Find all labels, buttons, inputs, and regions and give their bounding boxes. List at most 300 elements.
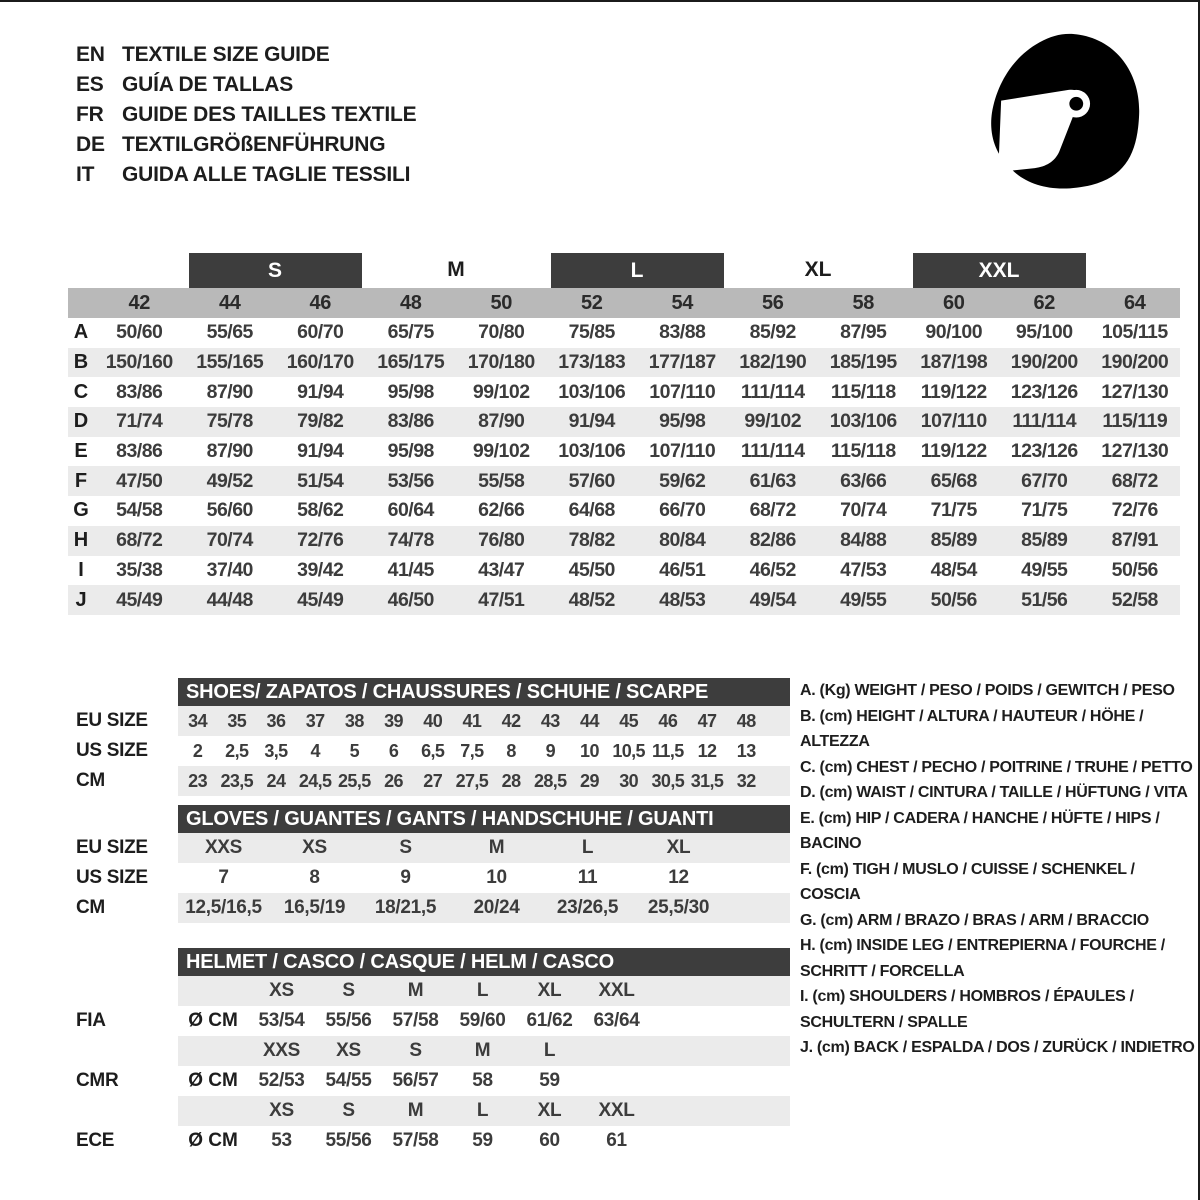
shoe-eu-size-cell: 45 xyxy=(619,710,639,731)
measure-cell: 87/90 xyxy=(206,440,253,463)
measure-cell: 160/170 xyxy=(286,351,354,374)
gloves-table xyxy=(68,805,790,923)
measure-cell: 105/115 xyxy=(1101,321,1168,344)
helmet-diameter-cell: 61/62 xyxy=(526,1010,573,1031)
measure-cell: 44/48 xyxy=(206,588,253,611)
measure-cell: 64/68 xyxy=(568,499,615,522)
measure-cell: 58/62 xyxy=(297,499,344,522)
measure-cell: 49/52 xyxy=(206,469,253,492)
shoe-cm-cell: 32 xyxy=(736,770,756,791)
glove-us-size-cell: 12 xyxy=(668,867,689,888)
measure-cell: 46/51 xyxy=(659,558,706,581)
measure-cell: 111/114 xyxy=(740,380,805,403)
shoe-cm-cell: 27,5 xyxy=(455,770,489,791)
measure-cell: 47/50 xyxy=(116,469,163,492)
measure-cell: 62/66 xyxy=(478,499,525,522)
language-row xyxy=(76,40,416,70)
gutter xyxy=(68,678,178,706)
standard-label-ece: ECE xyxy=(76,1130,115,1151)
shoe-us-size-cell: 5 xyxy=(349,740,360,761)
shoe-cm-cell: 28,5 xyxy=(533,770,567,791)
measure-cell: 170/180 xyxy=(467,351,535,374)
size-header-cell: 50 xyxy=(490,291,512,314)
measure-cell: 47/51 xyxy=(478,588,525,611)
helmet-size-cell: S xyxy=(342,1100,355,1121)
measure-cell: 95/98 xyxy=(387,380,434,403)
shoe-us-size-cell: 11,5 xyxy=(652,740,684,761)
shoe-cm-cell: 24,5 xyxy=(298,770,332,791)
measure-cell: 119/122 xyxy=(920,440,987,463)
glove-us-size-cell: 11 xyxy=(577,867,598,888)
measure-cell: 65/68 xyxy=(930,469,977,492)
shoe-cm-cell: 28 xyxy=(501,770,521,791)
language-code: DE xyxy=(76,133,105,156)
measure-cell: 83/86 xyxy=(116,440,163,463)
glove-cm-cell: 18/21,5 xyxy=(374,897,437,918)
measure-cell: 107/110 xyxy=(649,440,716,463)
measure-cell: 55/58 xyxy=(478,469,525,492)
measure-cell: 91/94 xyxy=(297,440,344,463)
shoe-eu-size-cell: 38 xyxy=(344,710,364,731)
measure-cell: 123/126 xyxy=(1010,440,1078,463)
measure-cell: 71/75 xyxy=(1021,499,1068,522)
measure-cell: 95/98 xyxy=(387,440,434,463)
shoe-eu-size-cell: 34 xyxy=(188,710,207,731)
measure-cell: 46/50 xyxy=(387,588,434,611)
row-label-eu-size: EU SIZE xyxy=(76,837,148,858)
helmet-size-cell: L xyxy=(543,1040,556,1061)
shoe-us-size-cell: 9 xyxy=(545,740,555,761)
size-group-l: L xyxy=(551,253,724,288)
size-header-cell: 44 xyxy=(219,291,241,314)
measure-cell: 45/49 xyxy=(116,588,163,611)
legend-item-b: B. (cm) HEIGHT / ALTURA / HAUTEUR / HÖHE / ALTEZZA xyxy=(800,707,1144,750)
language-row xyxy=(76,100,416,130)
glove-eu-size-cell: XXS xyxy=(204,837,243,858)
measure-cell: 72/76 xyxy=(1111,499,1158,522)
measure-cell: 68/72 xyxy=(116,529,163,552)
cmr-sizes-row xyxy=(178,1036,790,1066)
helmet-diameter-cell: 53/54 xyxy=(258,1010,305,1031)
gutter xyxy=(68,976,178,1006)
row-letter: E xyxy=(74,440,88,463)
diameter-unit-label: Ø CM xyxy=(188,1130,238,1151)
table-row-a xyxy=(68,318,1180,348)
shoe-cm-cell: 24 xyxy=(266,770,286,791)
measure-cell: 63/66 xyxy=(840,469,887,492)
size-header-cell: 48 xyxy=(400,291,422,314)
measure-cell: 182/190 xyxy=(739,351,807,374)
measure-cell: 78/82 xyxy=(568,529,615,552)
measure-cell: 85/89 xyxy=(930,529,977,552)
shoe-eu-size-cell: 40 xyxy=(423,710,443,731)
measure-cell: 83/88 xyxy=(659,321,706,344)
size-group-s: S xyxy=(189,253,362,288)
glove-cm-cell: 25,5/30 xyxy=(647,897,710,918)
legend-item-g: G. (cm) ARM / BRAZO / BRAS / ARM / BRACCIO xyxy=(800,911,1149,929)
language-title-list xyxy=(76,40,416,190)
measure-cell: 190/200 xyxy=(1010,351,1078,374)
measure-cell: 95/98 xyxy=(659,410,706,433)
measure-cell: 115/119 xyxy=(1102,410,1168,433)
helmet-size-cell: XL xyxy=(537,1100,562,1121)
shoe-eu-size-cell: 48 xyxy=(736,710,756,731)
measure-cell: 185/195 xyxy=(829,351,897,374)
size-header-cell: 62 xyxy=(1033,291,1055,314)
measure-cell: 53/56 xyxy=(387,469,434,492)
helmet-size-cell: XS xyxy=(269,1100,294,1121)
measure-cell: 111/114 xyxy=(740,440,805,463)
measurement-legend xyxy=(800,678,1198,1061)
table-row-i xyxy=(68,556,1180,586)
helmet-size-cell: L xyxy=(476,980,489,1001)
gutter xyxy=(68,1096,178,1126)
helmet-size-cell: L xyxy=(476,1100,489,1121)
glove-cm-cell: 23/26,5 xyxy=(556,897,619,918)
gloves-section-title: GLOVES / GUANTES / GANTS / HANDSCHUHE / GUANTI xyxy=(178,805,790,833)
glove-cm-cell: 20/24 xyxy=(473,897,520,918)
size-group-header-row xyxy=(68,252,1180,288)
measure-cell: 67/70 xyxy=(1021,469,1068,492)
helmet-diameter-cell: 55/56 xyxy=(325,1130,372,1151)
shoes-cm-row xyxy=(178,766,790,796)
measure-cell: 51/56 xyxy=(1021,588,1068,611)
helmet-table xyxy=(68,948,790,1156)
fia-values-row xyxy=(178,1006,790,1036)
measure-cell: 37/40 xyxy=(206,558,253,581)
measure-cell: 52/58 xyxy=(1111,588,1158,611)
measure-cell: 79/82 xyxy=(297,410,344,433)
legend-item-i: I. (cm) SHOULDERS / HOMBROS / ÉPAULES / SCHULTERN / SPALLE xyxy=(800,988,1134,1031)
table-row-h xyxy=(68,526,1180,556)
gloves-cm-row xyxy=(178,893,790,923)
diameter-unit-label: Ø CM xyxy=(188,1070,238,1091)
shoe-cm-cell: 31,5 xyxy=(690,770,724,791)
shoe-us-size-cell: 3,5 xyxy=(264,740,288,761)
row-letter: C xyxy=(73,380,89,403)
measure-cell: 80/84 xyxy=(659,529,706,552)
row-letter: I xyxy=(78,558,84,581)
glove-eu-size-cell: M xyxy=(488,837,505,858)
helmet-size-cell: XL xyxy=(537,980,562,1001)
language-code: FR xyxy=(76,103,104,126)
gutter xyxy=(68,805,178,833)
measure-cell: 71/74 xyxy=(116,410,163,433)
measure-cell: 45/49 xyxy=(297,588,344,611)
glove-eu-size-cell: XL xyxy=(666,837,691,858)
size-header-cell: 46 xyxy=(309,291,331,314)
measure-cell: 71/75 xyxy=(930,499,977,522)
measure-cell: 190/200 xyxy=(1101,351,1169,374)
glove-us-size-cell: 7 xyxy=(218,867,229,888)
measure-cell: 50/60 xyxy=(116,321,163,344)
measure-cell: 115/118 xyxy=(830,380,896,403)
legend-item-e: E. (cm) HIP / CADERA / HANCHE / HÜFTE / HIPS / BACINO xyxy=(800,809,1160,852)
measure-cell: 50/56 xyxy=(1111,558,1158,581)
language-code: ES xyxy=(76,73,104,96)
measure-cell: 103/106 xyxy=(829,410,897,433)
row-letter: A xyxy=(73,321,89,344)
measure-cell: 155/165 xyxy=(196,351,264,374)
measure-cell: 49/55 xyxy=(840,588,887,611)
helmet-size-cell: M xyxy=(474,1040,491,1061)
table-row-g xyxy=(68,496,1180,526)
shoe-us-size-cell: 8 xyxy=(506,740,516,761)
measure-cell: 91/94 xyxy=(297,380,344,403)
measure-cell: 75/85 xyxy=(568,321,615,344)
legend-item-f: F. (cm) TIGH / MUSLO / CUISSE / SCHENKEL / COSCIA xyxy=(800,860,1135,903)
helmet-diameter-cell: 58 xyxy=(472,1070,493,1091)
language-code: IT xyxy=(76,163,95,186)
glove-eu-size-cell: S xyxy=(399,837,412,858)
size-header-cell: 52 xyxy=(581,291,603,314)
measure-cell: 70/74 xyxy=(840,499,887,522)
shoe-eu-size-cell: 46 xyxy=(658,710,678,731)
glove-us-size-cell: 8 xyxy=(309,867,320,888)
measure-cell: 87/90 xyxy=(478,410,525,433)
shoe-cm-cell: 23 xyxy=(188,770,207,791)
shoe-eu-size-cell: 37 xyxy=(305,710,325,731)
measure-cell: 165/175 xyxy=(377,351,445,374)
measure-cell: 177/187 xyxy=(648,351,716,374)
shoe-us-size-cell: 2 xyxy=(192,740,203,761)
measure-cell: 111/114 xyxy=(1012,410,1077,433)
legend-item-j: J. (cm) BACK / ESPALDA / DOS / ZURÜCK / INDIETRO xyxy=(800,1039,1195,1056)
language-code: EN xyxy=(76,43,105,66)
measure-cell: 85/89 xyxy=(1021,529,1068,552)
measure-cell: 43/47 xyxy=(478,558,525,581)
measure-cell: 127/130 xyxy=(1101,380,1169,403)
measure-cell: 60/64 xyxy=(387,499,434,522)
shoes-eu-row xyxy=(178,706,790,736)
measure-cell: 49/54 xyxy=(749,588,796,611)
shoes-table xyxy=(68,678,790,796)
language-row xyxy=(76,160,416,190)
measure-cell: 49/55 xyxy=(1021,558,1068,581)
ece-sizes-row xyxy=(178,1096,790,1126)
measure-cell: 66/70 xyxy=(659,499,706,522)
glove-cm-cell: 12,5/16,5 xyxy=(185,897,262,918)
measure-cell: 70/80 xyxy=(478,321,525,344)
shoe-us-size-cell: 7,5 xyxy=(460,740,484,761)
row-letter: H xyxy=(73,529,89,552)
measure-cell: 95/100 xyxy=(1015,321,1073,344)
measure-cell: 99/102 xyxy=(744,410,802,433)
row-letter: J xyxy=(75,588,87,611)
shoes-section-title: SHOES/ ZAPATOS / CHAUSSURES / SCHUHE / SCARPE xyxy=(178,678,790,706)
shoe-us-size-cell: 6,5 xyxy=(421,740,445,761)
table-row-f xyxy=(68,466,1180,496)
size-header-cell: 54 xyxy=(671,291,693,314)
measure-cell: 119/122 xyxy=(920,380,987,403)
table-row-j xyxy=(68,585,1180,615)
shoe-us-size-cell: 2,5 xyxy=(225,740,249,761)
helmet-section-title: HELMET / CASCO / CASQUE / HELM / CASCO xyxy=(178,948,790,976)
measure-cell: 150/160 xyxy=(105,351,173,374)
helmet-size-cell: XXL xyxy=(598,1100,635,1121)
shoe-eu-size-cell: 41 xyxy=(462,710,482,731)
size-header-cell: 60 xyxy=(943,291,965,314)
measure-cell: 55/65 xyxy=(206,321,253,344)
measure-cell: 75/78 xyxy=(206,410,253,433)
measure-cell: 90/100 xyxy=(925,321,983,344)
measure-cell: 50/56 xyxy=(930,588,977,611)
helmet-size-cell: M xyxy=(407,1100,424,1121)
shoe-eu-size-cell: 35 xyxy=(227,710,247,731)
measure-cell: 59/62 xyxy=(659,469,706,492)
shoe-cm-cell: 25,5 xyxy=(338,770,371,791)
cmr-values-row xyxy=(178,1066,790,1096)
glove-eu-size-cell: XS xyxy=(302,837,327,858)
measure-cell: 85/92 xyxy=(749,321,796,344)
row-letter: F xyxy=(74,469,88,492)
helmet-diameter-cell: 57/58 xyxy=(392,1130,439,1151)
measure-cell: 107/110 xyxy=(649,380,716,403)
shoe-us-size-cell: 6 xyxy=(388,740,399,761)
measure-cell: 91/94 xyxy=(568,410,615,433)
guide-title: TEXTILGRÖßENFÜHRUNG xyxy=(122,133,386,156)
row-label-cm: CM xyxy=(76,770,105,791)
measure-cell: 84/88 xyxy=(840,529,887,552)
measure-cell: 45/50 xyxy=(568,558,615,581)
shoe-cm-cell: 29 xyxy=(580,770,599,791)
helmet-diameter-cell: 53 xyxy=(271,1130,292,1151)
size-group-m: M xyxy=(447,258,465,281)
legend-item-h: H. (cm) INSIDE LEG / ENTREPIERNA / FOURCHE / SCHRITT / FORCELLA xyxy=(800,937,1165,980)
numeric-size-header-row xyxy=(68,288,1180,318)
row-label-us-size: US SIZE xyxy=(76,867,148,888)
helmet-size-cell: XXL xyxy=(598,980,635,1001)
shoe-us-size-cell: 4 xyxy=(310,740,320,761)
guide-title: GUIDE DES TAILLES TEXTILE xyxy=(122,103,417,126)
helmet-size-cell: XXS xyxy=(262,1040,301,1061)
table-row-d xyxy=(68,407,1180,437)
helmet-diameter-cell: 56/57 xyxy=(392,1070,439,1091)
size-header-cell: 56 xyxy=(762,291,784,314)
shoe-cm-cell: 30,5 xyxy=(651,770,685,791)
size-header-cell: 58 xyxy=(852,291,874,314)
helmet-size-cell: S xyxy=(409,1040,422,1061)
helmet-size-cell: XS xyxy=(269,980,294,1001)
shoe-us-size-cell: 12 xyxy=(697,740,717,761)
row-letter: B xyxy=(73,351,89,374)
measure-cell: 87/91 xyxy=(1111,529,1158,552)
standard-label-cmr: CMR xyxy=(76,1070,119,1091)
helmet-size-cell: S xyxy=(342,980,355,1001)
row-label-us-size: US SIZE xyxy=(76,740,148,761)
shoe-cm-cell: 26 xyxy=(384,770,403,791)
measure-cell: 115/118 xyxy=(830,440,896,463)
helmet-diameter-cell: 54/55 xyxy=(325,1070,372,1091)
guide-title: TEXTILE SIZE GUIDE xyxy=(122,43,330,66)
helmet-diameter-cell: 59/60 xyxy=(459,1010,506,1031)
measure-cell: 103/106 xyxy=(558,440,626,463)
measure-cell: 68/72 xyxy=(749,499,796,522)
glove-eu-size-cell: L xyxy=(581,837,594,858)
table-row-e xyxy=(68,437,1180,467)
measure-cell: 82/86 xyxy=(749,529,796,552)
gloves-us-row xyxy=(178,863,790,893)
shoe-eu-size-cell: 36 xyxy=(266,710,286,731)
size-header-cell: 42 xyxy=(128,291,150,314)
shoe-us-size-cell: 13 xyxy=(736,740,756,761)
shoe-cm-cell: 23,5 xyxy=(220,770,254,791)
glove-us-size-cell: 9 xyxy=(400,867,411,888)
measure-cell: 123/126 xyxy=(1010,380,1078,403)
helmet-diameter-cell: 52/53 xyxy=(258,1070,305,1091)
measure-cell: 51/54 xyxy=(297,469,344,492)
legend-item-c: C. (cm) CHEST / PECHO / POITRINE / TRUHE / PETTO xyxy=(800,758,1193,776)
measure-cell: 83/86 xyxy=(116,380,163,403)
measure-cell: 87/95 xyxy=(840,321,887,344)
helmet-diameter-cell: 59 xyxy=(539,1070,560,1091)
measure-cell: 99/102 xyxy=(472,440,530,463)
measure-cell: 173/183 xyxy=(558,351,626,374)
textile-size-table xyxy=(68,252,1180,615)
helmet-size-cell: XS xyxy=(336,1040,361,1061)
glove-cm-cell: 16,5/19 xyxy=(283,897,346,918)
table-row-b xyxy=(68,348,1180,378)
fia-sizes-row xyxy=(178,976,790,1006)
language-row xyxy=(76,70,416,100)
measure-cell: 107/110 xyxy=(920,410,987,433)
measure-cell: 48/54 xyxy=(930,558,977,581)
standard-label-fia: FIA xyxy=(76,1010,106,1031)
measure-cell: 35/38 xyxy=(116,558,163,581)
legend-item-d: D. (cm) WAIST / CINTURA / TAILLE / HÜFTUNG / VITA xyxy=(800,784,1188,801)
measure-cell: 48/53 xyxy=(659,588,706,611)
measure-cell: 56/60 xyxy=(206,499,253,522)
shoe-us-size-cell: 10 xyxy=(580,740,599,761)
gutter xyxy=(68,948,178,976)
gutter xyxy=(68,1036,178,1066)
shoe-eu-size-cell: 39 xyxy=(384,710,403,731)
measure-cell: 127/130 xyxy=(1101,440,1169,463)
size-group-xl: XL xyxy=(804,258,832,281)
guide-title: GUÍA DE TALLAS xyxy=(122,73,294,96)
legend-item-a: A. (Kg) WEIGHT / PESO / POIDS / GEWITCH / PESO xyxy=(800,682,1175,699)
row-letter: D xyxy=(73,410,89,433)
measure-cell: 68/72 xyxy=(1111,469,1158,492)
shoe-cm-cell: 30 xyxy=(619,770,639,791)
measure-cell: 48/52 xyxy=(568,588,615,611)
measure-cell: 60/70 xyxy=(297,321,344,344)
size-header-cell: 64 xyxy=(1124,291,1146,314)
measure-cell: 76/80 xyxy=(478,529,525,552)
ece-values-row xyxy=(178,1126,790,1156)
diameter-unit-label: Ø CM xyxy=(188,1010,238,1031)
measure-cell: 99/102 xyxy=(472,380,530,403)
language-row xyxy=(76,130,416,160)
shoe-eu-size-cell: 44 xyxy=(580,710,599,731)
shoe-eu-size-cell: 47 xyxy=(697,710,717,731)
helmet-diameter-cell: 61 xyxy=(606,1130,627,1151)
measure-cell: 57/60 xyxy=(568,469,615,492)
table-row-c xyxy=(68,377,1180,407)
row-label-eu-size: EU SIZE xyxy=(76,710,148,731)
size-group-xxl: XXL xyxy=(913,253,1086,288)
row-label-cm: CM xyxy=(76,897,105,918)
gloves-eu-row xyxy=(178,833,790,863)
guide-title: GUIDA ALLE TAGLIE TESSILI xyxy=(122,163,411,186)
measure-cell: 103/106 xyxy=(558,380,626,403)
measure-cell: 87/90 xyxy=(206,380,253,403)
shoes-us-row xyxy=(178,736,790,766)
helmet-diameter-cell: 55/56 xyxy=(325,1010,372,1031)
measure-cell: 47/53 xyxy=(840,558,887,581)
measure-cell: 72/76 xyxy=(297,529,344,552)
footwear-gloves-helmet-tables xyxy=(68,678,790,1156)
